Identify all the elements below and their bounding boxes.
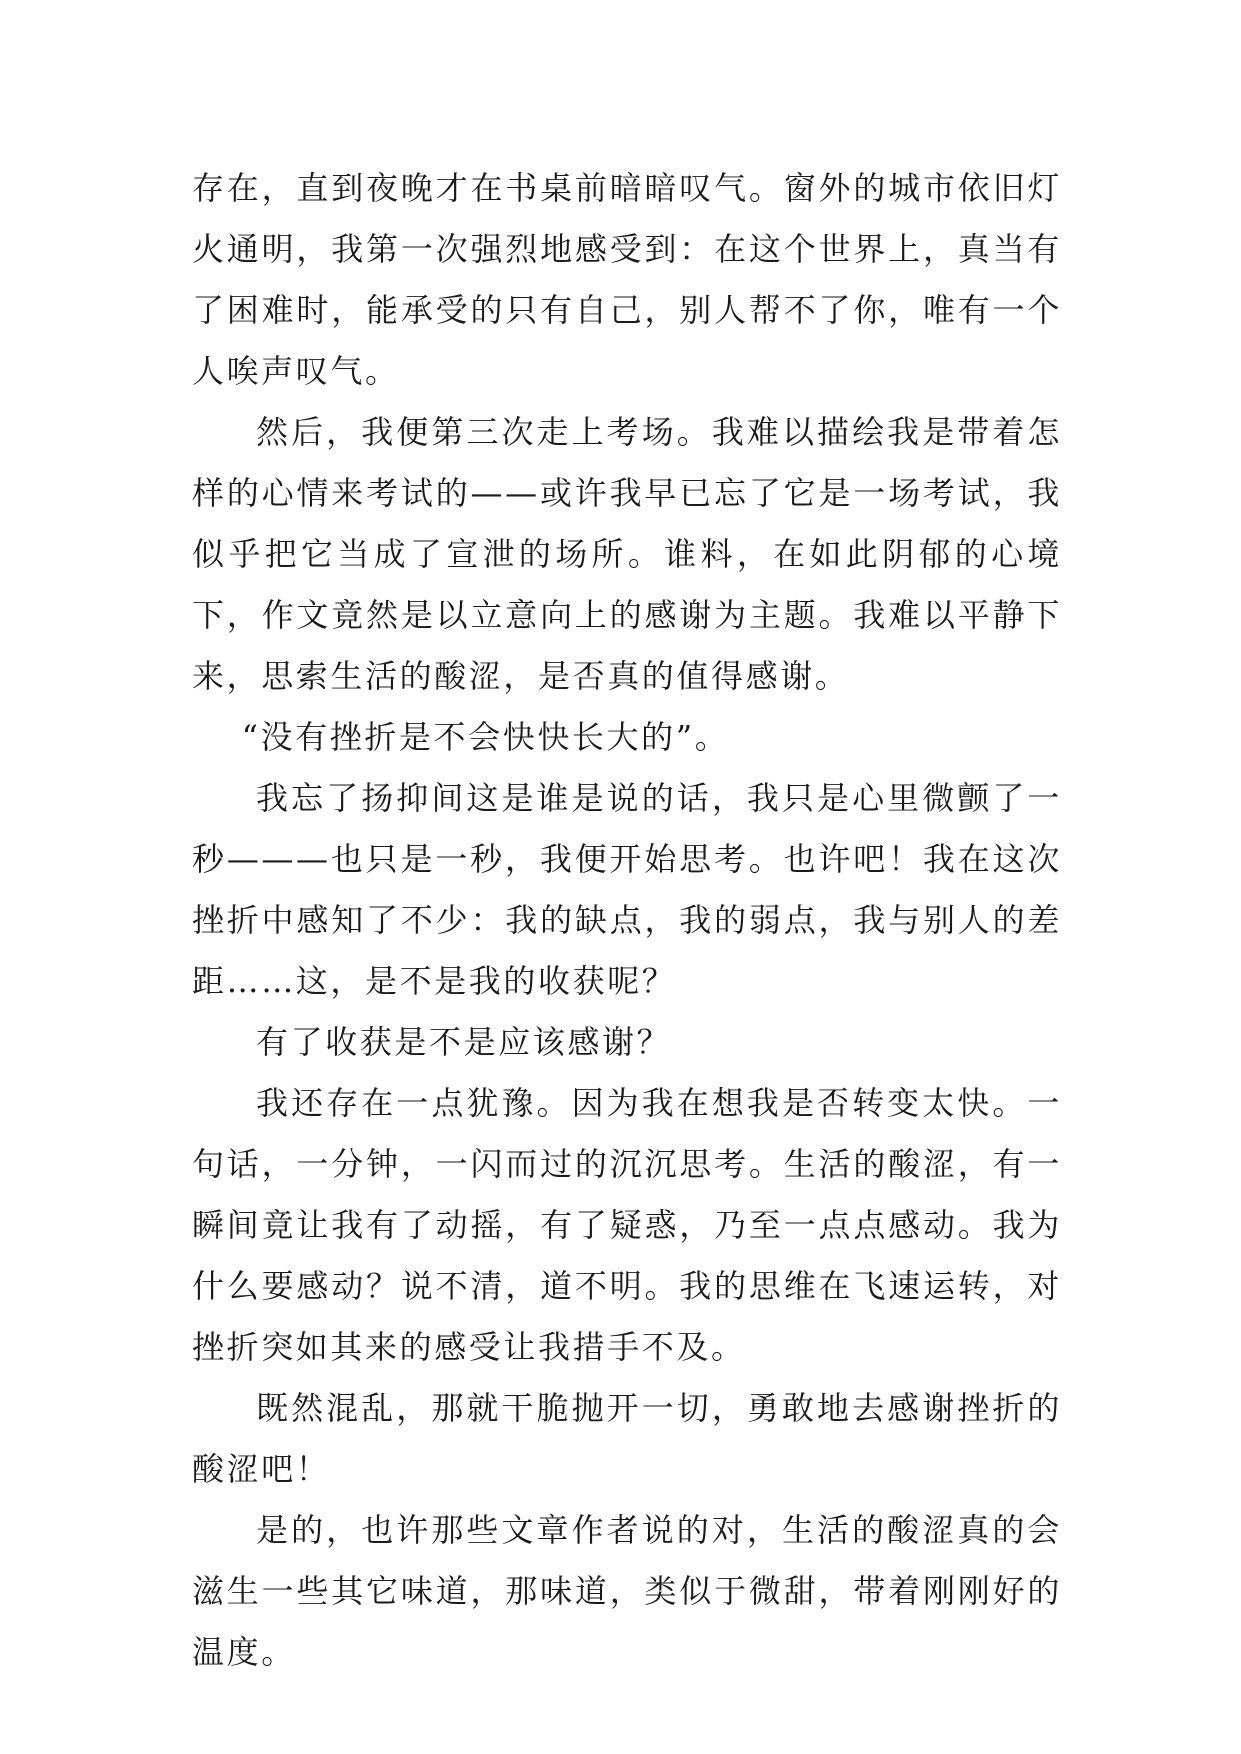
paragraph-4: 我忘了扬抑间这是谁是说的话，我只是心里微颤了一秒———也只是一秒，我便开始思考。也许吧！我在这次挫折中感知了不少：我的缺点，我的弱点，我与别人的差距……这，是不是我的收获呢？: [192, 779, 1062, 1000]
paragraph-1: 存在，直到夜晚才在书桌前暗暗叹气。窗外的城市依旧灯火通明，我第一次强烈地感受到：在这个世界上，真当有了困难时，能承受的只有自己，别人帮不了你，唯有一个人唉声叹气。: [192, 169, 1062, 390]
paragraph-2: 然后，我便第三次走上考场。我难以描绘我是带着怎样的心情来考试的——或许我早已忘了它是一场考试，我似乎把它当成了宣泄的场所。谁料，在如此阴郁的心境下，作文竟然是以立意向上的感谢为主题。我难以平静下来，思索生活的酸涩，是否真的值得感谢。: [192, 413, 1062, 695]
document-body: [192, 158, 1062, 1683]
paragraph-8: 是的，也许那些文章作者说的对，生活的酸涩真的会滋生一些其它味道，那味道，类似于微甜，带着刚刚好的温度。: [192, 1511, 1062, 1671]
paragraph-6: 我还存在一点犹豫。因为我在想我是否转变太快。一句话，一分钟，一闪而过的沉沉思考。生活的酸涩，有一瞬间竟让我有了动摇，有了疑惑，乃至一点点感动。我为什么要感动？说不清，道不明。我的思维在飞速运转，对挫折突如其来的感受让我措手不及。: [192, 1084, 1062, 1366]
paragraph-3-quote: “没有挫折是不会快快长大的”。: [241, 718, 730, 756]
paragraph-5: 有了收获是不是应该感谢？: [256, 1023, 672, 1061]
paragraph-7: 既然混乱，那就干脆抛开一切，勇敢地去感谢挫折的酸涩吧！: [192, 1389, 1062, 1488]
